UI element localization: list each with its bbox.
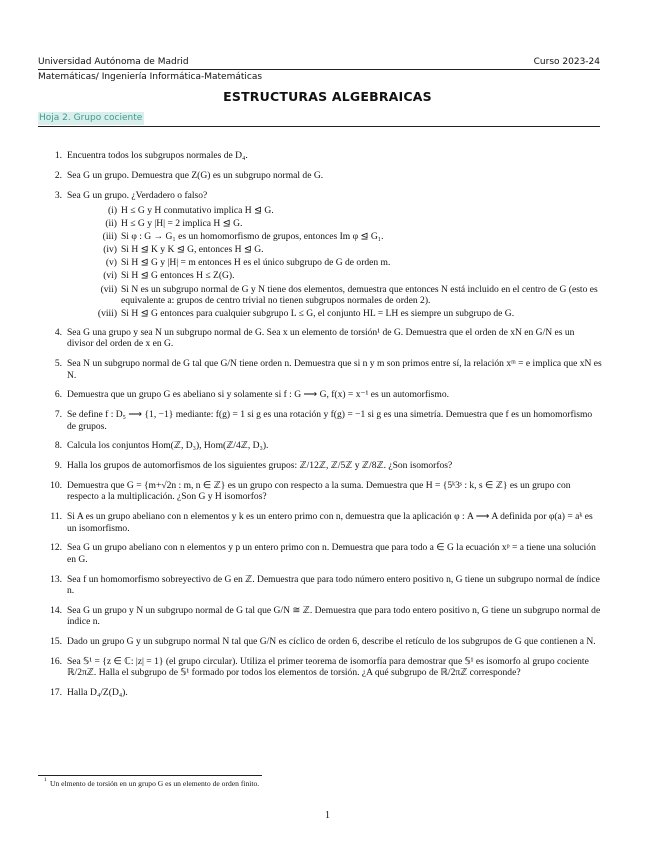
subitem-text: H ≤ G y |H| = 2 implica H ⊴ G. bbox=[121, 218, 243, 230]
exercise-text: Encuentra todos los subgrupos normales de D₄. bbox=[67, 150, 248, 161]
subitem-text: Si φ : G → G₁ es un homomorfismo de grupos, entonces Im φ ⊴ G₁. bbox=[121, 231, 384, 243]
exercise-number: 7. bbox=[54, 409, 62, 421]
exercise-text: Sea N un subgrupo normal de G tal que G/N tiene orden n. Demuestra que si n y m son primos entre sí, la relación xᵐ = e implica que xN es N. bbox=[67, 358, 602, 381]
exercise-item bbox=[38, 170, 602, 181]
subitem bbox=[67, 244, 602, 255]
exercise-list bbox=[38, 150, 602, 698]
exercise-item bbox=[38, 636, 602, 647]
exercise-number: 8. bbox=[54, 440, 62, 452]
exercise-text: Halla los grupos de automorfismos de los siguientes grupos: ℤ/12ℤ, ℤ/5ℤ y ℤ/8ℤ. ¿Son isomorfos? bbox=[67, 460, 453, 472]
exercise-item bbox=[38, 409, 602, 432]
subitem-numeral: (ii) bbox=[105, 218, 117, 230]
subitem-numeral: (vi) bbox=[103, 270, 117, 282]
exercise-number: 5. bbox=[54, 358, 62, 370]
subitem-numeral: (iii) bbox=[102, 231, 117, 243]
subitem bbox=[67, 308, 602, 319]
exercise-text: Calcula los conjuntos Hom(ℤ, D₃), Hom(ℤ/4ℤ, D₃). bbox=[67, 440, 269, 452]
page-number: 1 bbox=[325, 810, 330, 821]
exercise-item bbox=[38, 542, 602, 565]
exercise-item bbox=[38, 574, 602, 597]
exercise-number: 1. bbox=[54, 150, 62, 161]
footnote-text: Un elmento de torsión en un grupo G es un elemento de orden finito. bbox=[50, 779, 260, 788]
exercise-text: Sea f un homomorfismo sobreyectivo de G en ℤ. Demuestra que para todo número entero positivo n, G tiene un subgrupo normal de índice n. bbox=[67, 573, 600, 596]
subitem-numeral: (viii) bbox=[97, 308, 117, 320]
exercise-number: 4. bbox=[54, 326, 62, 338]
exercise-number: 9. bbox=[54, 460, 62, 472]
exercise-item bbox=[38, 327, 602, 350]
university-name: Universidad Autónoma de Madrid bbox=[38, 57, 189, 67]
header-rule bbox=[38, 69, 600, 70]
exercise-text: Sea G un grupo. Demuestra que Z(G) es un subgrupo normal de G. bbox=[67, 169, 324, 181]
exercise-item bbox=[38, 605, 602, 628]
exercise-text: Demuestra que un grupo G es abeliano si y solamente si f : G ⟶ G, f(x) = x⁻¹ es un automorfismo. bbox=[67, 389, 449, 401]
sheet-label: Hoja 2. Grupo cociente bbox=[39, 113, 143, 123]
exercise-text: Demuestra que G = {m+√2n : m, n ∈ ℤ} es un grupo con respecto a la suma. Demuestra que H = {5ᵏ3ˢ : k, s ∈ ℤ} es un grupo con respecto a la multiplicación. ¿Son G y H isomorfos? bbox=[67, 479, 571, 503]
footnote-rule bbox=[38, 775, 262, 776]
subitem-text: Si H ⊴ G entonces para cualquier subgrupo L ≤ G, el conjunto HL = LH es siempre un subgrupo de G. bbox=[121, 308, 515, 320]
exercise-text: Se define f : D₅ ⟶ {1, −1} mediante: f(g) = 1 si g es una rotación y f(g) = −1 si g es una simetría. Demuestra que f es un homomorfismo de grupos. bbox=[67, 409, 593, 432]
exercise-number: 2. bbox=[54, 169, 62, 181]
subitem-text: Si N es un subgrupo normal de G y N tiene dos elementos, demuestra que entonces N está incluido en el centro de G (esto es equivalente a: grupos de centro trivial no tienen subgrupos normales de orden 2). bbox=[121, 283, 598, 306]
footnote-mark: 1 bbox=[44, 777, 47, 783]
subitem-text: Si H ⊴ K y K ⊴ G, entonces H ⊴ G. bbox=[121, 244, 264, 256]
exercise-number: 16. bbox=[50, 655, 62, 667]
subitem bbox=[67, 270, 602, 281]
exercise-number: 13. bbox=[50, 573, 62, 585]
subitem bbox=[67, 231, 602, 242]
exercise-text: Dado un grupo G y un subgrupo normal N tal que G/N es cíclico de orden 6, describe el retículo de los subgrupos de G que contienen a N. bbox=[67, 635, 596, 647]
exercise-item bbox=[38, 358, 602, 381]
exercise-item bbox=[38, 389, 602, 400]
exercise-item bbox=[38, 687, 602, 698]
subitem bbox=[67, 284, 602, 307]
subitem-text: H ≤ G y H conmutativo implica H ⊴ G. bbox=[121, 205, 274, 216]
subitem bbox=[67, 218, 602, 229]
course-year: Curso 2023-24 bbox=[533, 57, 600, 67]
exercise-number: 17. bbox=[50, 686, 62, 698]
exercise-number: 14. bbox=[50, 604, 62, 616]
subitem-numeral: (v) bbox=[105, 257, 117, 269]
exercise-number: 15. bbox=[50, 635, 62, 647]
subitem-numeral: (i) bbox=[107, 205, 117, 216]
header-top-row bbox=[38, 57, 600, 67]
exercise-item bbox=[38, 460, 602, 471]
exercise-item bbox=[38, 656, 602, 679]
subitem bbox=[67, 257, 602, 268]
subitem bbox=[67, 205, 602, 216]
subitem-numeral: (vii) bbox=[100, 283, 117, 295]
subitem-list bbox=[67, 205, 602, 319]
exercise-item bbox=[38, 190, 602, 320]
exercise-number: 12. bbox=[50, 542, 62, 554]
header-degree-row bbox=[38, 72, 600, 82]
exercise-number: 10. bbox=[50, 479, 62, 491]
subitem-numeral: (iv) bbox=[103, 244, 117, 256]
exercise-text: Halla D₄/Z(D₄). bbox=[67, 686, 128, 698]
footnote bbox=[44, 777, 260, 788]
exercise-text: Sea 𝕊¹ = {z ∈ ℂ: |z| = 1} (el grupo circular). Utiliza el primer teorema de isomorfía para demostrar que 𝕊¹ es isomorfo al grupo cociente ℝ/2πℤ. Halla el subgrupo de 𝕊¹ formado por todos los elementos de torsión. ¿A qué subgrupo de ℝ/2πℤ corresponde? bbox=[67, 655, 589, 679]
exercise-number: 6. bbox=[54, 389, 62, 401]
exercise-item bbox=[38, 150, 602, 161]
exercise-text: Sea G una grupo y sea N un subgrupo normal de G. Sea x un elemento de torsión¹ de G. Demuestra que el orden de xN en G/N es un divisor del orden de x en G. bbox=[67, 326, 575, 350]
exercise-item bbox=[38, 480, 602, 503]
exercise-text: Sea G un grupo y N un subgrupo normal de G tal que G/N ≅ ℤ. Demuestra que para todo entero positivo n, G tiene un subgrupo normal de índice n. bbox=[67, 604, 601, 628]
subitem-text: Si H ⊴ G y |H| = m entonces H es el único subgrupo de G de orden m. bbox=[121, 257, 391, 269]
exercise-text: Sea G un grupo. ¿Verdadero o falso? bbox=[67, 189, 208, 201]
degree-name: Matemáticas/ Ingeniería Informática-Matemáticas bbox=[38, 72, 263, 82]
exercise-number: 11. bbox=[50, 511, 62, 523]
exercise-text: Si A es un grupo abeliano con n elementos y k es un entero primo con n, demuestra que la aplicación φ : A ⟶ A definida por φ(a) = aᵏ es un isomorfismo. bbox=[67, 511, 593, 534]
exercise-number: 3. bbox=[54, 189, 62, 201]
document-title: ESTRUCTURAS ALGEBRAICAS bbox=[223, 89, 432, 104]
exercise-item bbox=[38, 511, 602, 534]
title-rule bbox=[38, 126, 600, 127]
exercise-text: Sea G un grupo abeliano con n elementos y p un entero primo con n. Demuestra que para todo a ∈ G la ecuación xᵖ = a tiene una solución en G. bbox=[67, 542, 596, 565]
exercise-item bbox=[38, 440, 602, 451]
subitem-text: Si H ⊴ G entonces H ≤ Z(G). bbox=[121, 270, 235, 282]
